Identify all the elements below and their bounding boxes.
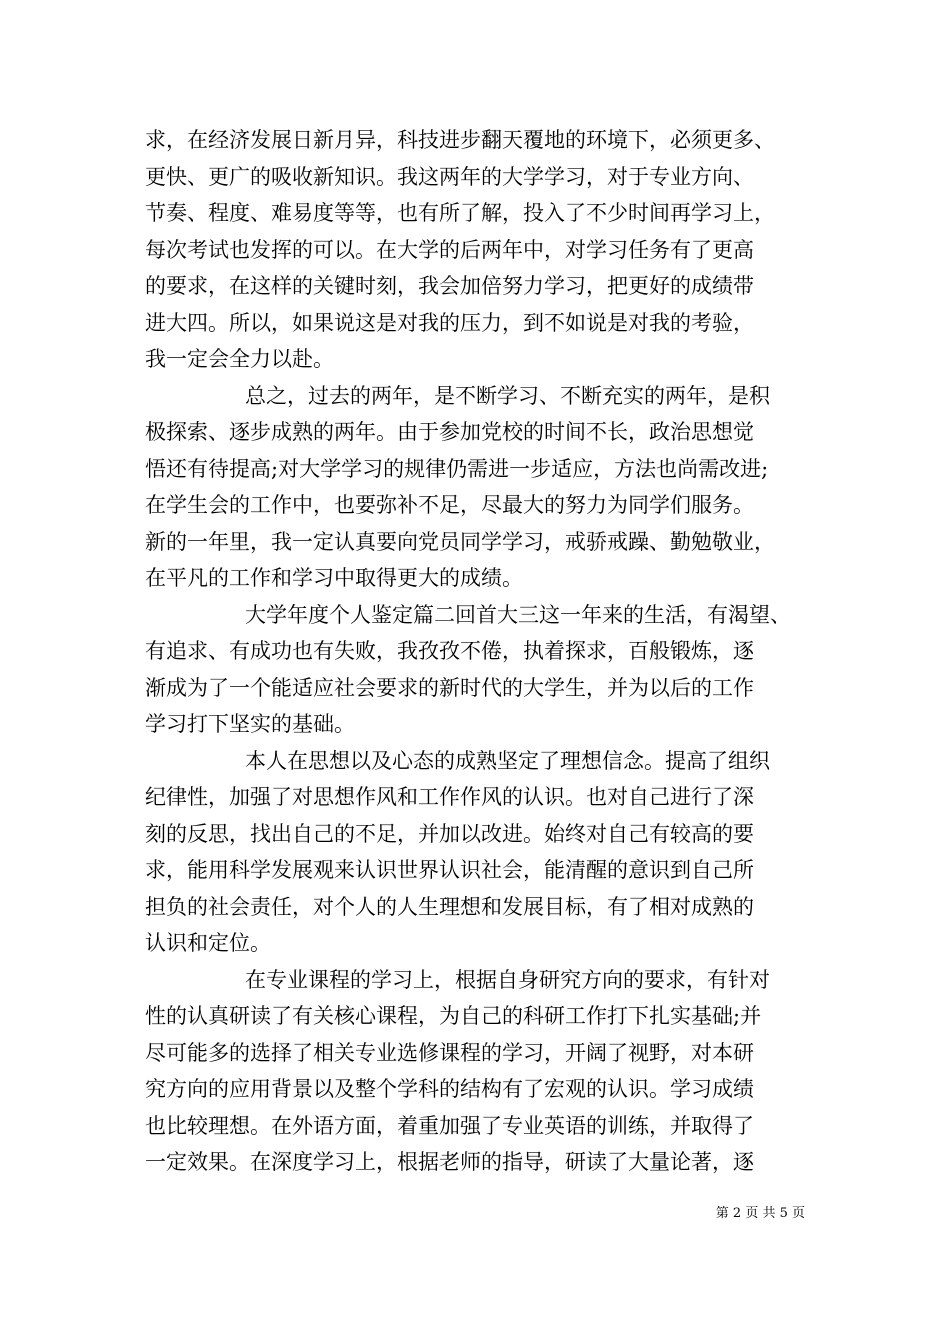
- text-line: 每次考试也发挥的可以。在大学的后两年中，对学习任务有了更高: [145, 237, 754, 262]
- text-line: 节奏、程度、难易度等等，也有所了解，投入了不少时间再学习上，: [145, 201, 775, 225]
- text-line: 渐成为了一个能适应社会要求的新时代的大学生，并为以后的工作: [145, 675, 754, 700]
- text-line: 求，在经济发展日新月异，科技进步翻天覆地的环境下，必须更多、: [145, 128, 775, 152]
- text-line: 认识和定位。: [145, 931, 271, 955]
- text-line: 求，能用科学发展观来认识世界认识社会，能清醒的意识到自己所: [145, 858, 754, 882]
- text-line: 刻的反思，找出自己的不足，并加以改进。始终对自己有较高的要: [145, 821, 754, 846]
- text-line: 有追求、有成功也有失败，我孜孜不倦，执着探求，百般锻炼，逐: [145, 639, 754, 663]
- text-line: 性的认真研读了有关核心课程，为自己的科研工作打下扎实基础;并: [145, 1004, 762, 1028]
- paragraph-first-line: 本人在思想以及心态的成熟坚定了理想信念。提高了组织: [245, 748, 770, 773]
- text-line: 进大四。所以，如果说这是对我的压力，到不如说是对我的考验，: [145, 310, 754, 335]
- paragraph-first-line: 大学年度个人鉴定篇二回首大三这一年来的生活，有渴望、: [245, 602, 791, 627]
- document-body: [145, 122, 805, 1181]
- text-line: 更快、更广的吸收新知识。我这两年的大学学习，对于专业方向、: [145, 164, 754, 189]
- text-line: 的要求，在这样的关键时刻，我会加倍努力学习，把更好的成绩带: [145, 274, 754, 298]
- text-line: 在学生会的工作中，也要弥补不足，尽最大的努力为同学们服务。: [145, 493, 754, 517]
- text-line: 一定效果。在深度学习上，根据老师的指导，研读了大量论著，逐: [145, 1150, 754, 1174]
- text-line: 学习打下坚实的基础。: [145, 712, 355, 736]
- text-line: 尽可能多的选择了相关专业选修课程的学习，开阔了视野，对本研: [145, 1040, 754, 1065]
- text-line: 担负的社会责任，对个人的人生理想和发展目标，有了相对成熟的: [145, 894, 754, 919]
- text-line: 在平凡的工作和学习中取得更大的成绩。: [145, 566, 523, 590]
- text-line: 究方向的应用背景以及整个学科的结构有了宏观的认识。学习成绩: [145, 1077, 754, 1101]
- text-line: 也比较理想。在外语方面，着重加强了专业英语的训练，并取得了: [145, 1113, 754, 1138]
- text-line: 我一定会全力以赴。: [145, 347, 334, 371]
- paragraph-first-line: 总之，过去的两年，是不断学习、不断充实的两年，是积: [245, 383, 770, 408]
- text-line: 极探索、逐步成熟的两年。由于参加党校的时间不长，政治思想觉: [145, 420, 754, 444]
- page-number: 第 2 页 共 5 页: [715, 1206, 805, 1221]
- paragraph-first-line: 在专业课程的学习上，根据自身研究方向的要求，有针对: [245, 967, 770, 992]
- text-line: 悟还有待提高;对大学学习的规律仍需进一步适应，方法也尚需改进;: [145, 456, 769, 481]
- text-line: 纪律性，加强了对思想作风和工作作风的认识。也对自己进行了深: [145, 785, 754, 809]
- text-line: 新的一年里，我一定认真要向党员同学学习，戒骄戒躁、勤勉敬业，: [145, 529, 775, 554]
